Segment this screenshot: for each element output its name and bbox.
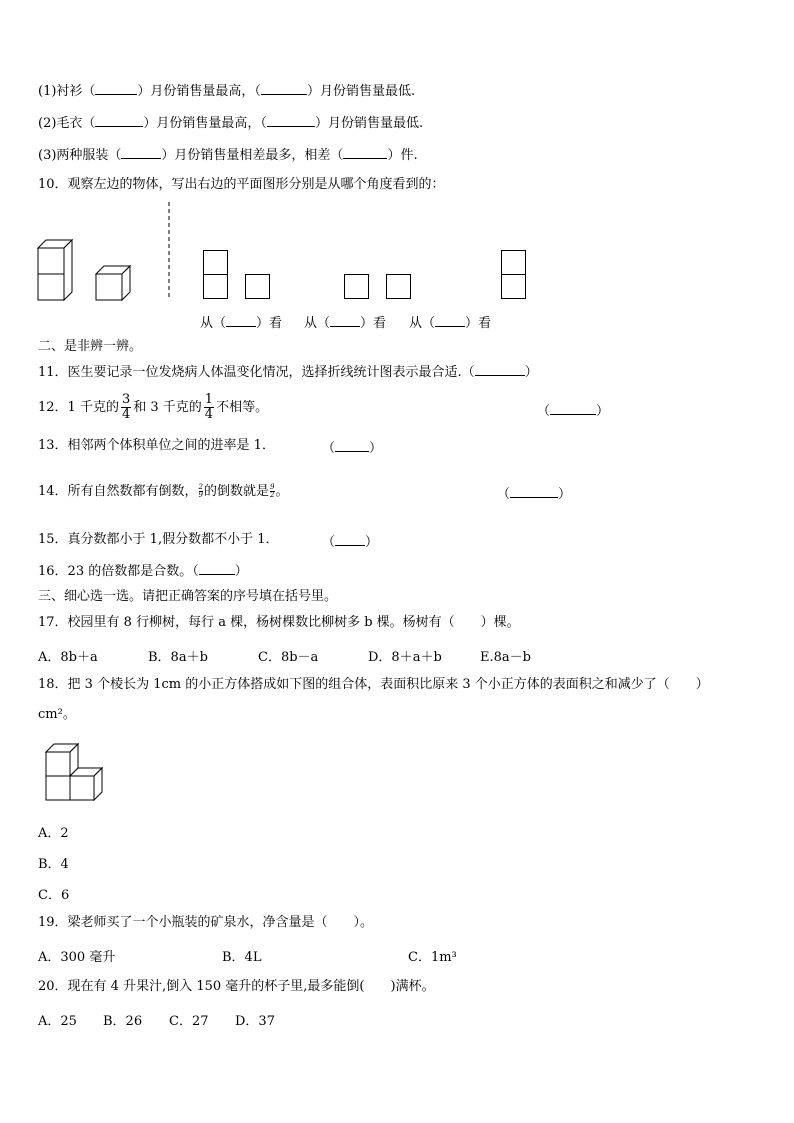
option[interactable]: E.8a－b: [480, 650, 531, 665]
view-square: [203, 274, 228, 299]
fraction: $\frac{2}{9}$: [198, 483, 204, 499]
answer-blank[interactable]: [226, 314, 256, 327]
answer-blank[interactable]: [267, 114, 315, 127]
option[interactable]: D．8＋a＋b: [368, 650, 442, 665]
q11-question: 11．医生要记录一位发烧病人体温变化情况，选择折线统计图表示最合适.（ ）: [38, 365, 538, 380]
option[interactable]: A．300 毫升: [38, 950, 116, 965]
answer-blank[interactable]: [330, 314, 360, 327]
q14-question: 14．所有自然数都有倒数， $\frac{2}{9}$ 的倒数就是 $\frac{9}{2}$ 。: [38, 483, 289, 499]
fraction: $\frac{1}{4}$: [204, 392, 214, 422]
q12-question: 12．1 千克的 $\frac{3}{4}$ 和 3 千克的 $\frac{1}{4}$ 不相等。: [38, 392, 269, 422]
answer-blank[interactable]: [510, 485, 558, 498]
q18-question: 18．把 3 个棱长为 1cm 的小正方体搭成如下图的组合体，表面积比原来 3 个小正方体的表面积之和减少了（ ）: [38, 677, 709, 692]
view-square: [344, 274, 369, 299]
q15-question: 15．真分数都小于 1,假分数都不小于 1．: [38, 532, 279, 547]
answer-blank[interactable]: [475, 363, 525, 376]
answer-blank[interactable]: [435, 314, 465, 327]
answer-blank[interactable]: [343, 146, 387, 159]
answer-bracket: （ ）: [322, 441, 383, 456]
q20-question: 20．现在有 4 升果汁,倒入 150 毫升的杯子里,最多能倒( )满杯。: [38, 979, 435, 994]
dashed-divider: [168, 202, 170, 300]
view-square: [245, 274, 270, 299]
answer-blank[interactable]: [95, 114, 143, 127]
q9-part3: (3)两种服装（ ）月份销售量相差最多，相差（ ）件.: [38, 148, 418, 163]
view-square: [203, 250, 228, 275]
option[interactable]: C．1m³: [408, 950, 457, 965]
answer-blank[interactable]: [121, 146, 161, 159]
answer-bracket: （ ）: [537, 404, 610, 419]
view-square: [386, 274, 411, 299]
fraction: $\frac{3}{4}$: [121, 392, 131, 422]
q19-question: 19．梁老师买了一个小瓶装的矿泉水，净含量是（ ）。: [38, 915, 374, 930]
view-label: 从（ ）看: [304, 316, 387, 331]
answer-blank[interactable]: [335, 533, 365, 546]
q13-question: 13．相邻两个体积单位之间的进率是 1．: [38, 438, 275, 453]
q17-question: 17．校园里有 8 行柳树，每行 a 棵，杨树棵数比柳树多 b 棵。杨树有（ ）棵。: [38, 615, 520, 630]
q18-unit: cm²。: [38, 707, 76, 722]
option[interactable]: B．26: [103, 1014, 143, 1029]
q9-part2: (2)毛衣（ ）月份销售量最高，（ ）月份销售量最低.: [38, 116, 424, 131]
answer-blank[interactable]: [95, 82, 137, 95]
fraction: $\frac{9}{2}$: [270, 483, 275, 499]
stacked-cubes-figure: [38, 240, 78, 302]
answer-bracket: （ ）: [322, 535, 379, 550]
q10-question: 10．观察左边的物体，写出右边的平面图形分别是从哪个角度看到的：: [38, 177, 445, 192]
answer-blank[interactable]: [199, 562, 235, 575]
answer-bracket: （ ）: [497, 487, 572, 502]
view-square: [501, 274, 526, 299]
answer-blank[interactable]: [261, 82, 307, 95]
answer-blank[interactable]: [550, 402, 596, 415]
view-square: [501, 250, 526, 275]
option[interactable]: C．8b－a: [258, 650, 319, 665]
combined-cubes-figure: [46, 744, 108, 804]
option[interactable]: A．25: [38, 1014, 77, 1029]
option[interactable]: A．2: [38, 826, 69, 841]
option[interactable]: B．8a＋b: [148, 650, 208, 665]
section-heading: 三、细心选一选。请把正确答案的序号填在括号里。: [38, 589, 338, 604]
view-label: 从（ ）看: [200, 316, 283, 331]
option[interactable]: C．27: [169, 1014, 209, 1029]
option[interactable]: B．4: [38, 857, 69, 872]
option[interactable]: B．4L: [222, 950, 262, 965]
view-label: 从（ ）看: [409, 316, 492, 331]
q16-question: 16．23 的倍数都是合数。（ ）: [38, 564, 248, 579]
answer-blank[interactable]: [335, 439, 369, 452]
option[interactable]: C．6: [38, 888, 70, 903]
option[interactable]: D．37: [235, 1014, 275, 1029]
section-heading: 二、是非辨一辨。: [38, 339, 143, 354]
option[interactable]: A．8b＋a: [38, 650, 98, 665]
q9-part1: (1)衬衫（ ）月份销售量最高，（ ）月份销售量最低.: [38, 84, 416, 99]
single-cube-figure: [96, 266, 136, 306]
